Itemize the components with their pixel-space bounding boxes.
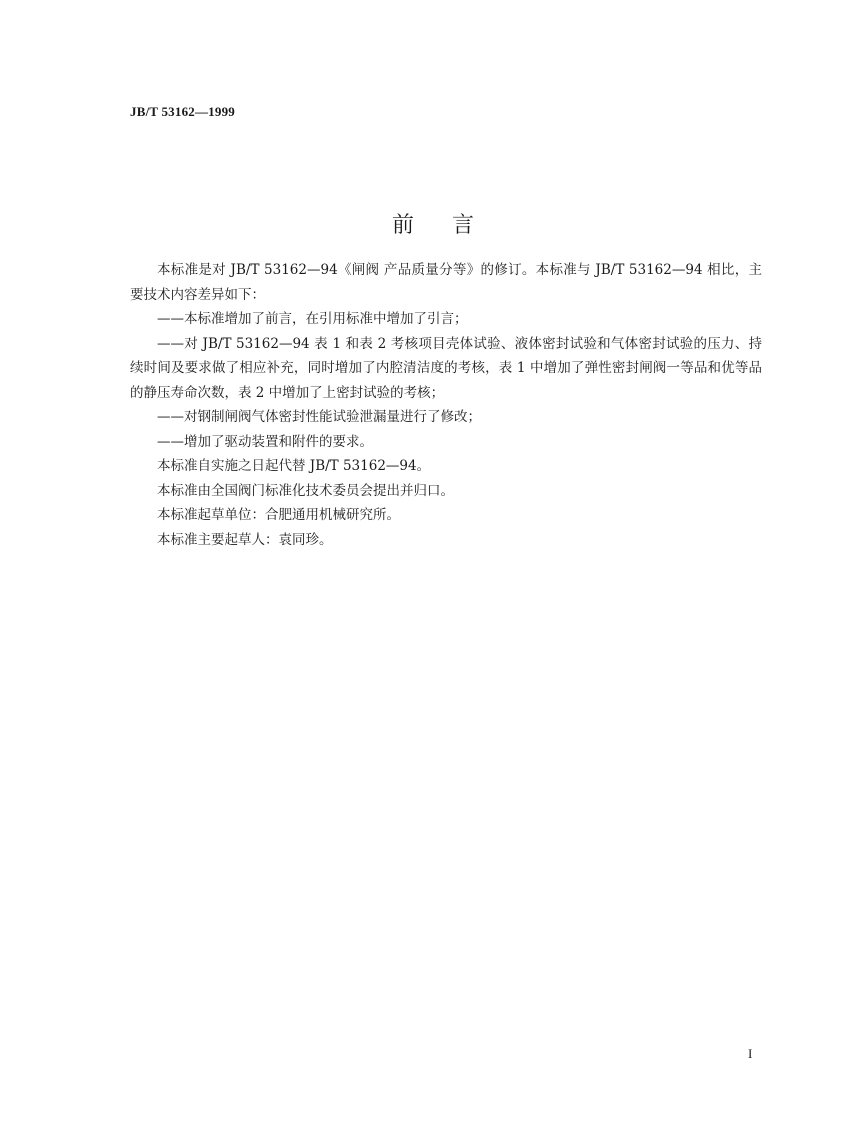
paragraph-replaces: 本标准自实施之日起代替 JB/T 53162—94。 (157, 458, 431, 474)
foreword-body (130, 258, 762, 552)
paragraph-proposed-by: 本标准由全国阀门标准化技术委员会提出并归口。 (157, 482, 454, 499)
paragraph-item-preface: ——本标准增加了前言，在引用标准中增加了引言； (157, 311, 468, 327)
standard-code: JB/T 53162—1999 (130, 104, 235, 119)
paragraph-drafter: 本标准主要起草人：袁同珍。 (157, 531, 333, 548)
paragraph-drafting-unit: 本标准起草单位：合肥通用机械研究所。 (157, 507, 400, 523)
paragraph-item-leakage: ——对钢制闸阀气体密封性能试验泄漏量进行了修改； (157, 409, 481, 425)
page-number: I (748, 1046, 753, 1061)
page-title: 前言 (391, 213, 512, 238)
paragraph-item-actuator: ——增加了驱动装置和附件的要求。 (157, 433, 373, 450)
paragraph-item-tables: ——对 JB/T 53162—94 表 1 和表 2 考核项目壳体试验、液体密封试验和气体密封试验的压力、持续时间及要求做了相应补充，同时增加了内腔清洁度的考核，表 1 中增加了弹性密封闸阀一等品和优等品的静压寿命次数，表 2 中增加了上密封试验的考核； (130, 335, 762, 401)
paragraph-intro: 本标准是对 JB/T 53162—94《闸阀 产品质量分等》的修订。本标准与 JB/T 53162—94 相比，主要技术内容差异如下： (130, 262, 762, 303)
